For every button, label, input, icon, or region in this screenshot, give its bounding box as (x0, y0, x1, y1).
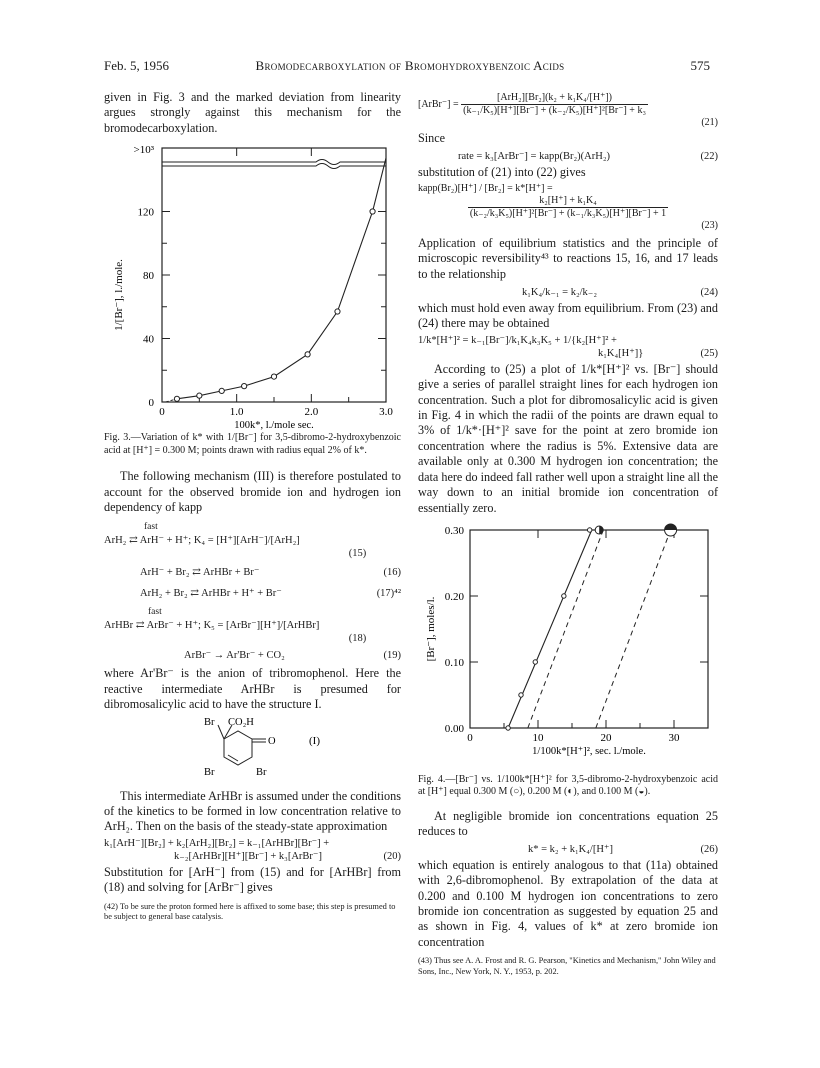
running-date: Feb. 5, 1956 (104, 58, 169, 73)
figure-3-chart (104, 140, 401, 430)
eq21-numerator: [ArH₂][Br₂](k₂ + k₁K₄/[H⁺]) (461, 92, 648, 105)
fig3-y-top-label: >10³ (133, 144, 154, 157)
equation-22 (418, 150, 718, 163)
fig3-x-tick-label: 1.0 (229, 406, 244, 419)
figure-3-caption: Fig. 3.—Variation of k* with 1/[Br⁻] for 3,5-dibromo-2-hydroxybenzoic acid at [H⁺] = 0.300 M; points drawn with radius equal 2% of k*. (104, 432, 401, 456)
equation-19 (104, 649, 401, 662)
eq20-line1: k₁[ArH⁻][Br₂] + k₂[ArH₂][Br₂] = k₋₁[ArHBr][Br⁻] + (104, 837, 330, 849)
running-title-text: Bromodecarboxylation of Bromohydroxybenzoic Acids (255, 58, 565, 73)
which-paragraph: which equation is entirely analogous to that (11a) obtained with 2,6-dibromophenol. By extrapolation of the data at 0.200 and 0.100 M hydrogen ion concentrations to zero bromide ion concentration as suggested by equation 25 and as shown in Fig. 4, values of k* at zero bromide ion concentration (418, 857, 718, 949)
fig4-frame (470, 530, 708, 728)
eq18-label: fast (148, 607, 162, 618)
fig4-series-0200-line (528, 530, 603, 728)
right-column (418, 90, 718, 977)
struct-label: (I) (309, 734, 320, 747)
eq20-number: (20) (383, 850, 401, 862)
fig4-x-tick-label: 0 (467, 731, 473, 744)
eq24-text: k₁K₄/k₋₁ = k₂/k₋₂ (522, 287, 597, 299)
fig3-y-tick-label: 120 (137, 206, 154, 219)
eq16-number: (16) (383, 567, 401, 579)
eq19-text: ArBr⁻ → Ar'Br⁻ + CO₂ (184, 650, 285, 662)
sp3-bond-br (218, 725, 224, 739)
fig3-axis-break (162, 160, 386, 165)
fig3-x-tick-label: 2.0 (304, 406, 319, 419)
hold-paragraph: which must hold even away from equilibrium. From (23) and (24) there may be obtained (418, 301, 718, 331)
fig3-data-point (242, 384, 247, 389)
fig4-data-point-0300 (562, 594, 566, 598)
fig4-data-point-0300 (506, 726, 510, 730)
fig3-x-axis-label: 100k*, l./mole sec. (234, 420, 314, 431)
eq23-frac (468, 195, 668, 220)
equation-16 (104, 566, 401, 579)
eq25-line2 (418, 347, 718, 360)
fig3-frame (162, 148, 386, 402)
fig4-y-axis-label: [Br⁻], moles/l. (425, 596, 437, 662)
eq25-line2-text: k₁K₄[H⁺]} (598, 347, 644, 359)
footnote-43: (43) Thus see A. A. Frost and R. G. Pearson, "Kinetics and Mechanism," John Wiley and Sons, Inc., New York, N. Y., 1953, p. 202. (418, 956, 716, 976)
struct-br-top: Br (204, 716, 215, 728)
figure-4-chart (418, 522, 718, 772)
benzene-ring (224, 731, 252, 765)
equation-23 (418, 183, 718, 232)
fig3-data-point (219, 389, 224, 394)
eq26-text: k* = k₂ + k₁K₄/[H⁺] (528, 843, 613, 855)
equation-17 (104, 587, 401, 600)
left-column (104, 90, 401, 923)
figure-4-caption: Fig. 4.—[Br⁻] vs. 1/100k*[H⁺]² for 3,5-dibromo-2-hydroxybenzoic acid at [H⁺] equal 0.300 M (○), 0.200 M (◐), and 0.100 M (◒). (418, 773, 718, 798)
fig3-x-tick-label: 3.0 (379, 406, 393, 419)
equation-25 (418, 334, 718, 360)
fig4-x-tick-label: 20 (600, 731, 612, 744)
fig3-y-tick-label: 80 (143, 270, 154, 283)
equation-15 (104, 521, 401, 560)
eq18-text: ArHBr ⇄ ArBr⁻ + H⁺; K₅ = [ArBr⁻][H⁺]/[ArHBr] (104, 620, 320, 632)
fig4-y-tick-label: 0.00 (444, 722, 464, 735)
eq15-number: (15) (348, 548, 367, 560)
eq25-line1: 1/k*[H⁺]² = k₋₁[Br⁻]/k₁K₄k₃K₅ + 1/{k₂[H⁺]² + (418, 334, 617, 346)
structure-paragraph: where Ar'Br⁻ is the anion of tribromophenol. Here the reactive intermediate ArHBr is presumed for dibromosalicylic acid to have the structure I. (104, 666, 401, 712)
eq23-denominator: (k₋₂/k₃K₅)[H⁺]²[Br⁻] + (k₋₁/k₃K₅)[H⁺][Br⁻] + 1 (469, 207, 667, 219)
fig4-data-point-0100-fill (665, 524, 677, 530)
fig4-x-tick-label: 10 (532, 731, 544, 744)
fig3-data-point (271, 374, 276, 379)
fig3-data-point (197, 393, 202, 398)
fig4-series-0300-line (508, 530, 592, 728)
fig3-y-tick-label: 40 (143, 333, 154, 346)
equation-18 (104, 606, 401, 645)
eq18-number: (18) (348, 633, 367, 645)
equation-24 (418, 286, 718, 299)
fig4-x-tick-label: 30 (668, 731, 680, 744)
fig3-y-tick-label: 0 (148, 397, 154, 410)
eq23-number: (23) (701, 219, 718, 231)
struct-co2h: CO₂H (228, 716, 254, 728)
eq20-line2-text: k₋₂[ArHBr][H⁺][Br⁻] + k₃[ArBr⁻] (174, 850, 322, 862)
negligible-paragraph: At negligible bromide ion concentrations equation 25 reduces to (418, 808, 718, 839)
eq23-line1: kapp(Br₂)[H⁺] / [Br₂] = k*[H⁺] = (418, 182, 553, 194)
fig3-axis-break-2 (162, 164, 386, 169)
fig4-data-point-0300 (519, 693, 523, 697)
application-paragraph: Application of equilibrium statistics and the principle of microscopic reversibility⁴³ to reactions 15, 16, and 17 leads to the relationship (418, 235, 718, 281)
struct-br-left: Br (204, 766, 215, 778)
fig4-data-point-0300 (587, 528, 591, 532)
fig3-x-tick-label: 0 (159, 406, 165, 419)
eq25-number: (25) (700, 347, 718, 359)
struct-oxygen: O (268, 735, 276, 747)
structure-I-diagram (104, 713, 401, 785)
fig4-y-tick-label: 0.10 (444, 656, 464, 669)
struct-br-right: Br (256, 766, 267, 778)
substitution-paragraph: Substitution for [ArH⁻] from (15) and for [ArHBr] from (18) and solving for [ArBr⁻] gives (104, 864, 401, 895)
mechanism-paragraph: The following mechanism (III) is therefore postulated to account for the observed bromide ion and hydrogen ion dependency of kapp (104, 469, 401, 515)
equation-26 (418, 843, 718, 856)
eq19-number: (19) (383, 650, 401, 662)
eq15-text: ArH₂ ⇄ ArH⁻ + H⁺; K₄ = [H⁺][ArH⁻]/[ArH₂] (104, 535, 300, 547)
eq17-text: ArH₂ + Br₂ ⇄ ArHBr + H⁺ + Br⁻ (140, 588, 282, 600)
since-text: Since (418, 131, 446, 145)
according-paragraph: According to (25) a plot of 1/k*[H⁺]² vs. [Br⁻] should give a series of parallel straight lines for each hydrogen ion concentration. Such a plot for dibromosalicylic acid is given in Fig. 4 in which the radii of the points are drawn equal to 3% of 1/k*·[H⁺]² save for the point at zero bromide ion concentration where the radius is 5%. Extensive data are available only at 0.300 M hydrogen ion concentration; the data here do indeed fall rather well upon a straight line all the way down to an initial bromide ion concentration of essentially zero. (418, 361, 718, 515)
intermediate-paragraph: This intermediate ArHBr is assumed under the conditions of the kinetics to be formed in low concentration relative to ArH₂. Then on the basis of the steady-state approximation (104, 788, 401, 834)
eq20-line2 (104, 850, 401, 863)
fig4-y-tick-label: 0.30 (444, 524, 464, 537)
footnote-42: (42) To be sure the proton formed here is affixed to some base; this step is presumed to be subject to general base catalysis. (104, 901, 396, 922)
eq21-fraction (461, 92, 648, 117)
eq22-number: (22) (700, 151, 718, 163)
eq21-lhs: [ArBr⁻] = (418, 98, 459, 110)
eq21-denominator: (k₋₁/K₅)[H⁺][Br⁻] + (k₋₂/K₅)[H⁺]²[Br⁻] + k₃ (463, 105, 646, 116)
fig3-data-point (335, 309, 340, 314)
fig3-series-line (177, 158, 386, 399)
fig3-y-axis-label: 1/[Br⁻], l./mole. (113, 259, 125, 332)
eq22-text: rate = k₃[ArBr⁻] = kapp(Br₂)(ArH₂) (458, 151, 610, 163)
eq23-numerator: k₂[H⁺] + k₁K₄ (468, 195, 668, 208)
equation-20 (104, 837, 401, 863)
fig4-y-tick-label: 0.20 (444, 590, 464, 603)
eq23-fraction (418, 195, 718, 220)
substitution-text: substitution of (21) into (22) gives (418, 165, 586, 180)
intro-paragraph: given in Fig. 3 and the marked deviation from linearity argues strongly against this mechanism for the bromodecarboxylation. (104, 90, 401, 135)
eq24-number: (24) (700, 287, 718, 299)
eq16-text: ArH⁻ + Br₂ ⇄ ArHBr + Br⁻ (140, 567, 260, 579)
fig3-data-point (174, 396, 179, 401)
fig3-data-point (305, 352, 310, 357)
fig4-data-point-0300 (533, 660, 537, 664)
fig3-data-point (370, 209, 375, 214)
eq15-label: fast (144, 522, 158, 533)
page-number: 575 (690, 58, 710, 73)
eq26-number: (26) (700, 843, 718, 855)
equation-21 (418, 92, 718, 129)
eq21-number: (21) (701, 117, 718, 128)
fig4-x-axis-label: 1/100k*[H⁺]², sec. l./mole. (532, 745, 646, 757)
eq17-number: (17)⁴² (376, 588, 401, 600)
fig4-series-0100-line (596, 530, 671, 728)
